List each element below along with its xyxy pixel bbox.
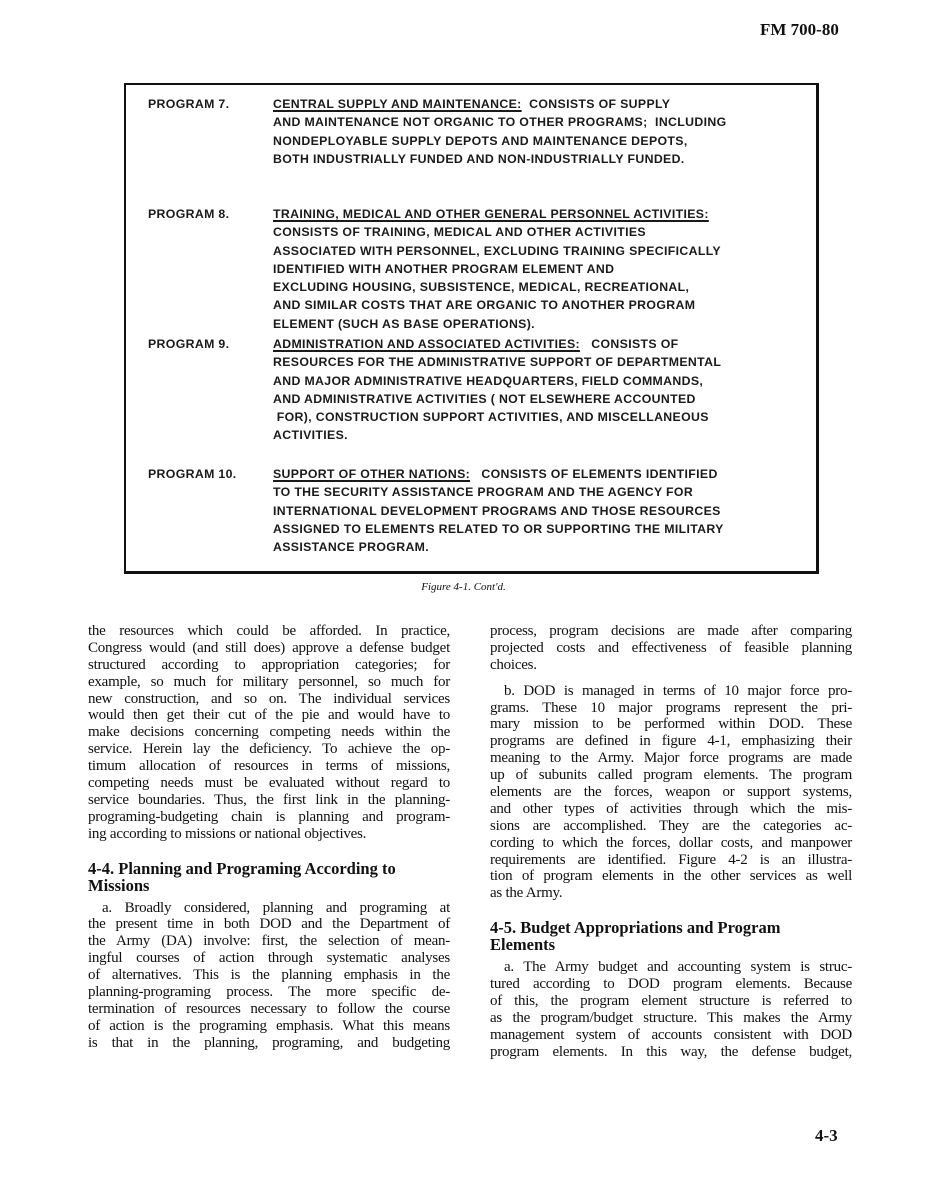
paragraph-line: service. Herein lay the deficiency. To achieve the op- — [88, 741, 450, 758]
program-description-line: ELEMENT (SUCH AS BASE OPERATIONS). — [273, 316, 535, 331]
section-heading — [490, 919, 852, 953]
program-description-line: AND MAJOR ADMINISTRATIVE HEADQUARTERS, FIELD COMMANDS, — [273, 373, 704, 388]
paragraph-line: the present time in both DOD and the Department of — [88, 916, 450, 933]
paragraph-line: of alternatives. This is the planning emphasis in the — [88, 967, 450, 984]
paragraph-line: planning-programing process. The more specific de- — [88, 984, 450, 1001]
block-gap — [490, 674, 852, 683]
program-description-line: INTERNATIONAL DEVELOPMENT PROGRAMS AND THOSE RESOURCES — [273, 503, 721, 518]
paragraph-line: structured according to appropriation categories; for — [88, 656, 450, 673]
program-title: TRAINING, MEDICAL AND OTHER GENERAL PERSONNEL ACTIVITIES: — [273, 207, 709, 221]
paragraph-line: meaning to the Army. Major force programs are made — [490, 750, 852, 767]
section-heading-line: 4-5. Budget Appropriations and Program — [490, 918, 781, 938]
program-description — [273, 465, 724, 556]
left-text-column — [88, 623, 450, 1052]
right-text-column — [490, 623, 852, 1061]
section-heading-line: 4-4. Planning and Programing According to — [88, 858, 396, 878]
figure-4-1-box — [124, 83, 819, 574]
program-description-line: RESOURCES FOR THE ADMINISTRATIVE SUPPORT OF DEPARTMENTAL — [273, 355, 722, 370]
paragraph-line: requirements are identified. Figure 4-2 is an illustra- — [490, 851, 852, 868]
paragraph-line: sions are accomplished. They are the categories ac- — [490, 817, 852, 834]
body-paragraph — [88, 623, 450, 843]
program-title-line — [273, 95, 727, 113]
program-description-line: NONDEPLOYABLE SUPPLY DEPOTS AND MAINTENANCE DEPOTS, — [273, 133, 688, 148]
program-description-line: FOR), CONSTRUCTION SUPPORT ACTIVITIES, AND MISCELLANEOUS — [273, 410, 709, 425]
program-description-line: ASSOCIATED WITH PERSONNEL, EXCLUDING TRAINING SPECIFICALLY — [273, 243, 721, 258]
paragraph-line: is that in the planning, programing, and budgeting — [88, 1034, 450, 1051]
paragraph-line: management system of accounts consistent with DOD — [490, 1026, 852, 1043]
section-heading-line: Missions — [88, 875, 150, 895]
program-description — [273, 335, 721, 445]
program-description-line: AND ADMINISTRATIVE ACTIVITIES ( NOT ELSEWHERE ACCOUNTED — [273, 391, 696, 406]
paragraph-line: choices. — [490, 656, 537, 673]
program-title: SUPPORT OF OTHER NATIONS: — [273, 467, 471, 481]
body-paragraph — [490, 623, 852, 674]
paragraph-line: would then get their cut of the pie and would have to — [88, 707, 450, 724]
paragraph-line: tured according to DOD program elements. Because — [490, 976, 852, 993]
program-label: PROGRAM 9. — [148, 337, 230, 351]
program-title-line — [273, 335, 721, 353]
program-label: PROGRAM 7. — [148, 97, 230, 111]
paragraph-line: and other types of activities through which the mis- — [490, 800, 852, 817]
paragraph-line: a. Broadly considered, planning and programing at — [102, 899, 450, 916]
program-title: ADMINISTRATION AND ASSOCIATED ACTIVITIES: — [273, 337, 580, 351]
paragraph-line: projected costs and effectiveness of feasible planning — [490, 639, 852, 656]
paragraph-line: make decisions concerning competing needs within the — [88, 724, 450, 741]
program-description-line: CONSISTS OF TRAINING, MEDICAL AND OTHER ACTIVITIES — [273, 225, 646, 240]
program-label: PROGRAM 10. — [148, 467, 237, 481]
section-heading — [88, 860, 450, 894]
program-description-line: ASSIGNED TO ELEMENTS RELATED TO OR SUPPORTING THE MILITARY — [273, 521, 724, 536]
program-description-start: CONSISTS OF — [579, 337, 679, 351]
paragraph-line: elements are the forces, weapon or support systems, — [490, 784, 852, 801]
paragraph-line: program elements. In this way, the defense budget, — [490, 1043, 852, 1060]
paragraph-line: grams. These 10 major programs represent the pri- — [490, 699, 852, 716]
program-title-line — [273, 205, 721, 223]
program-description-line: TO THE SECURITY ASSISTANCE PROGRAM AND THE AGENCY FOR — [273, 485, 694, 500]
paragraph-line: ing according to missions or national objectives. — [88, 825, 367, 842]
paragraph-line: as the program/budget structure. This makes the Army — [490, 1009, 852, 1026]
paragraph-line: b. DOD is managed in terms of 10 major force pro- — [504, 682, 852, 699]
program-title-line — [273, 465, 724, 483]
paragraph-line: cording to which the forces, dollar costs, and manpower — [490, 834, 852, 851]
program-description-line: AND MAINTENANCE NOT ORGANIC TO OTHER PROGRAMS; INCLUDING — [273, 115, 727, 130]
program-description — [273, 95, 727, 168]
paragraph-line: competing needs must be evaluated without regard to — [88, 775, 450, 792]
block-gap — [490, 902, 852, 911]
paragraph-line: as the Army. — [490, 885, 563, 902]
program-description-line: AND SIMILAR COSTS THAT ARE ORGANIC TO ANOTHER PROGRAM — [273, 298, 696, 313]
program-description-line: BOTH INDUSTRIALLY FUNDED AND NON-INDUSTRIALLY FUNDED. — [273, 151, 685, 166]
paragraph-line: process, program decisions are made after comparing — [490, 623, 852, 639]
body-paragraph — [490, 959, 852, 1060]
program-description-line: IDENTIFIED WITH ANOTHER PROGRAM ELEMENT AND — [273, 261, 615, 276]
program-description-start: CONSISTS OF ELEMENTS IDENTIFIED — [470, 467, 718, 481]
paragraph-line: termination of resources necessary to follow the course — [88, 1000, 450, 1017]
paragraph-line: tion of program elements in the other services as well — [490, 868, 852, 885]
paragraph-line: mary mission to be performed within DOD. These — [490, 716, 852, 733]
paragraph-line: of action is the programing emphasis. What this means — [88, 1017, 450, 1034]
figure-caption: Figure 4-1. Cont'd. — [421, 581, 506, 593]
page-number: 4-3 — [815, 1126, 838, 1145]
program-description-line: ACTIVITIES. — [273, 428, 348, 443]
paragraph-line: up of subunits called program elements. The program — [490, 767, 852, 784]
program-title: CENTRAL SUPPLY AND MAINTENANCE: — [273, 97, 522, 111]
paragraph-line: Congress would (and still does) approve a defense budget — [88, 639, 450, 656]
program-description-line: EXCLUDING HOUSING, SUBSISTENCE, MEDICAL, RECREATIONAL, — [273, 280, 690, 295]
program-description-start: CONSISTS OF SUPPLY — [521, 97, 671, 111]
paragraph-line: timum allocation of resources in terms of missions, — [88, 758, 450, 775]
body-paragraph — [490, 683, 852, 903]
paragraph-line: programs are defined in figure 4-1, emphasizing their — [490, 733, 852, 750]
paragraph-line: service boundaries. Thus, the first link in the planning- — [88, 791, 450, 808]
paragraph-line: new construction, and so on. The individual services — [88, 690, 450, 707]
block-gap — [88, 843, 450, 852]
paragraph-line: ingful courses of action through systematic analyses — [88, 950, 450, 967]
body-paragraph — [88, 900, 450, 1052]
paragraph-line: programing-budgeting chain is planning and program- — [88, 808, 450, 825]
paragraph-line: the resources which could be afforded. In practice, — [88, 623, 450, 639]
paragraph-line: of this, the program element structure is referred to — [490, 993, 852, 1010]
paragraph-line: the Army (DA) involve: first, the selection of mean- — [88, 933, 450, 950]
document-id-header: FM 700-80 — [760, 20, 839, 39]
program-label: PROGRAM 8. — [148, 207, 230, 221]
section-heading-line: Elements — [490, 935, 556, 955]
paragraph-line: a. The Army budget and accounting system is struc- — [504, 959, 852, 976]
program-description — [273, 205, 721, 333]
paragraph-line: example, so much for military personnel, so much for — [88, 673, 450, 690]
program-description-line: ASSISTANCE PROGRAM. — [273, 540, 430, 555]
